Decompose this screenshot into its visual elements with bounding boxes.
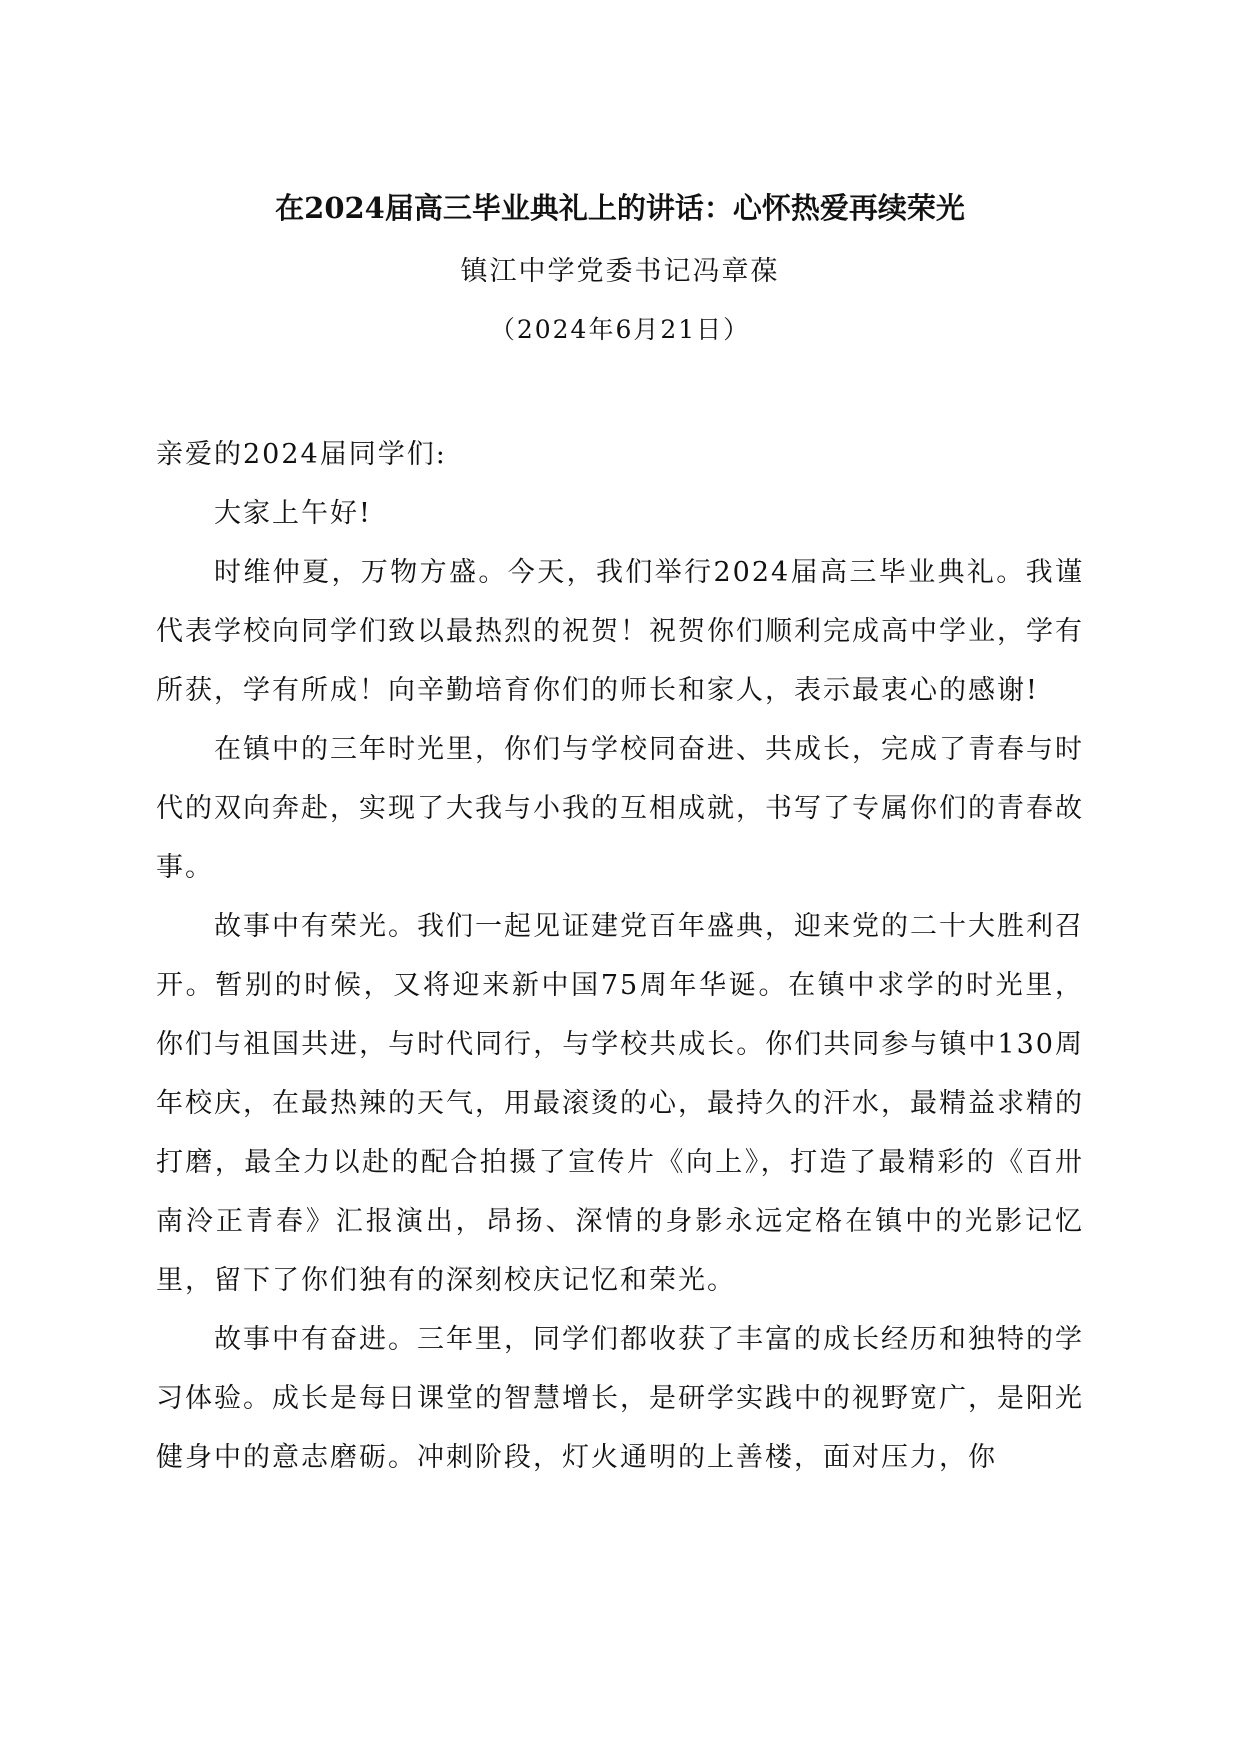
paragraph-three-years: 在镇中的三年时光里，你们与学校同奋进、共成长，完成了青春与时代的双向奔赴，实现了大我与小我的互相成就，书写了专属你们的青春故事。 xyxy=(156,734,1084,883)
document-title: 在2024届高三毕业典礼上的讲话：心怀热爱再续荣光 xyxy=(275,191,965,225)
paragraph-glory: 故事中有荣光。我们一起见证建党百年盛典，迎来党的二十大胜利召开。暂别的时候，又将迎来新中国75周年华诞。在镇中求学的时光里，你们与祖国共进，与时代同行，与学校共成长。你们共同参与镇中130周年校庆，在最热辣的天气，用最滚烫的心，最持久的汗水，最精益求精的打磨，最全力以赴的配合拍摄了宣传片《向上》，打造了最精彩的《百卅南泠正青春》汇报演出，昂扬、深情的身影永远定格在镇中的光影记忆里，留下了你们独有的深刻校庆记忆和荣光。 xyxy=(156,911,1084,1296)
paragraph-striving: 故事中有奋进。三年里，同学们都收获了丰富的成长经历和独特的学习体验。成长是每日课堂的智慧增长，是研学实践中的视野宽广，是阳光健身中的意志磨砺。冲刺阶段，灯火通明的上善楼，面对压力，你 xyxy=(156,1324,1084,1473)
document-date: （2024年6月21日） xyxy=(489,315,751,344)
document-author: 镇江中学党委书记冯章葆 xyxy=(460,256,780,287)
paragraph-greeting: 大家上午好! xyxy=(214,498,372,529)
document-body xyxy=(156,425,1084,1487)
paragraph-congratulations: 时维仲夏，万物方盛。今天，我们举行2024届高三毕业典礼。我谨代表学校向同学们致以最热烈的祝贺！祝贺你们顺利完成高中学业，学有所获，学有所成！向辛勤培育你们的师长和家人，表示最衷心的感谢! xyxy=(156,557,1084,706)
salutation: 亲爱的2024届同学们: xyxy=(156,439,447,470)
